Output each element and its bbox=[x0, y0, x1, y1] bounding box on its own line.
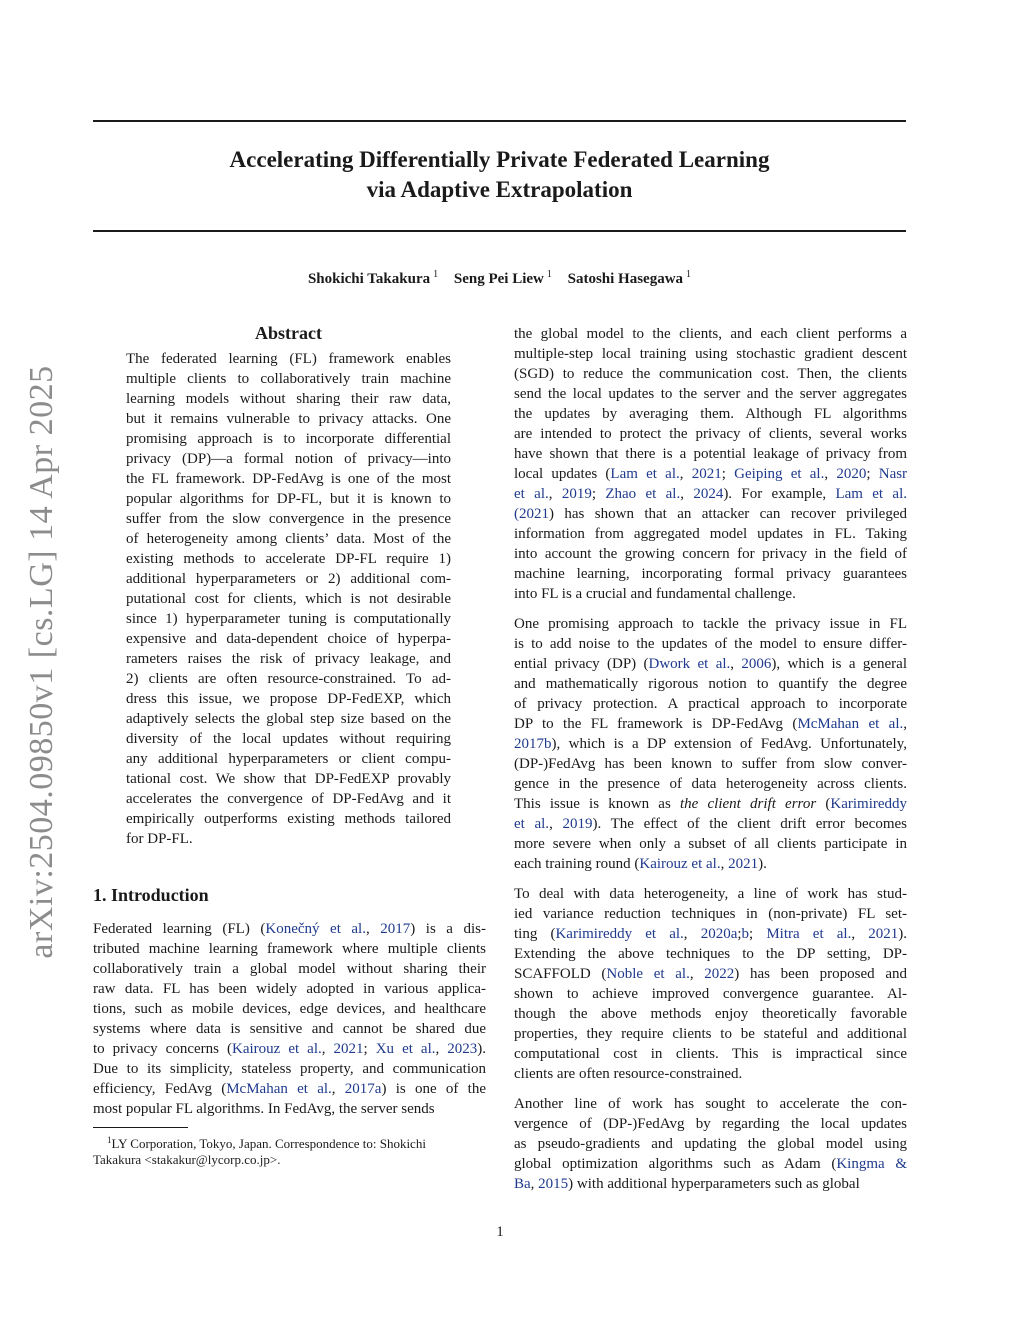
text-run: shown to achieve improved convergence guarantee. Al- bbox=[514, 986, 907, 1002]
text-run: global optimization algorithms such as Adam ( bbox=[514, 1156, 837, 1172]
text-run: efficiency, FedAvg ( bbox=[93, 1081, 227, 1097]
citation-link[interactable]: Zhao et al. bbox=[605, 486, 681, 502]
text-run: (SGD) to reduce the communication cost. Then, the clients bbox=[514, 366, 907, 382]
text-run: Another line of work has sought to accelerate the con- bbox=[514, 1096, 907, 1112]
text-line bbox=[126, 389, 451, 409]
text-line bbox=[93, 1131, 486, 1150]
text-run: privacy (DP)—a formal notion of privacy—into bbox=[126, 451, 451, 467]
text-run: To deal with data heterogeneity, a line of work has stud- bbox=[514, 886, 907, 902]
text-line bbox=[126, 649, 451, 669]
text-run: LY Corporation, Tokyo, Japan. Correspondence to: Shokichi bbox=[111, 1136, 426, 1151]
citation-link[interactable]: 2021 bbox=[868, 926, 899, 942]
text-run: rameters raises the risk of privacy leakage, and bbox=[126, 651, 451, 667]
text-line bbox=[126, 569, 451, 589]
text-run: ). bbox=[758, 856, 767, 872]
text-line bbox=[514, 904, 907, 924]
text-line bbox=[514, 404, 907, 424]
abstract-heading: Abstract bbox=[255, 323, 322, 343]
citation-link[interactable]: 2017 bbox=[380, 921, 411, 937]
citation-link[interactable]: Dwork et al. bbox=[648, 656, 731, 672]
text-line bbox=[514, 424, 907, 444]
text-run: as pseudo-gradients and updating the global model using bbox=[514, 1136, 907, 1152]
text-run: any additional hyperparameters or client compu- bbox=[126, 751, 451, 767]
text-run: , bbox=[365, 921, 381, 937]
footnote-rule bbox=[93, 1127, 188, 1128]
citation-link[interactable]: McMahan et al. bbox=[226, 1081, 332, 1097]
text-run: properties, they require clients to be stateful and additional bbox=[514, 1026, 907, 1042]
text-run: ential privacy (DP) ( bbox=[514, 656, 649, 672]
citation-link[interactable]: et al. bbox=[514, 486, 549, 502]
text-line bbox=[126, 609, 451, 629]
text-run: each training round ( bbox=[514, 856, 640, 872]
text-run: gence in the presence of data heterogeneity across clients. bbox=[514, 776, 907, 792]
text-run: ; bbox=[737, 926, 742, 942]
text-line bbox=[93, 979, 486, 999]
text-run: , bbox=[680, 486, 694, 502]
text-line bbox=[514, 564, 907, 584]
arxiv-identifier-stamp: arXiv:2504.09850v1 [cs.LG] 14 Apr 2025 bbox=[23, 365, 60, 959]
text-run: the global model to the clients, and each client performs a bbox=[514, 326, 907, 342]
text-line bbox=[126, 409, 451, 429]
text-line bbox=[514, 544, 907, 564]
text-line bbox=[126, 769, 451, 789]
text-run: , bbox=[549, 816, 563, 832]
text-line bbox=[514, 794, 907, 814]
text-line bbox=[514, 324, 907, 344]
citation-link[interactable]: McMahan et al. bbox=[797, 716, 904, 732]
text-line bbox=[514, 834, 907, 854]
text-line bbox=[514, 924, 907, 944]
citation-link[interactable]: ( bbox=[514, 506, 519, 522]
text-line bbox=[93, 939, 486, 959]
text-run: popular algorithms for DP-FL, but it is known to bbox=[126, 491, 451, 507]
citation-link[interactable]: 2024 bbox=[693, 486, 724, 502]
text-line bbox=[93, 1039, 486, 1059]
citation-link[interactable]: Konečný et al. bbox=[265, 921, 366, 937]
text-line bbox=[514, 364, 907, 384]
text-run: This issue is known as bbox=[514, 796, 680, 812]
text-run: putational cost for clients, which is not desirable bbox=[126, 591, 451, 607]
text-run: into account the growing concern for privacy in the field of bbox=[514, 546, 907, 562]
text-run: , bbox=[548, 486, 562, 502]
footnote-marker: 1 bbox=[107, 1135, 112, 1145]
citation-link[interactable]: Mitra et al. bbox=[766, 926, 852, 942]
text-run: , bbox=[530, 1176, 539, 1192]
text-line bbox=[514, 1024, 907, 1044]
author: Seng Pei Liew $^1$ bbox=[453, 269, 552, 287]
paragraph-gap bbox=[514, 604, 907, 614]
text-run: SCAFFOLD ( bbox=[514, 966, 607, 982]
text-line bbox=[514, 1094, 907, 1114]
citation-link[interactable]: 2020a bbox=[700, 926, 738, 942]
text-run: of heterogeneity among clients’ data. Most of the bbox=[126, 531, 451, 547]
text-line bbox=[514, 984, 907, 1004]
text-run: for DP-FL. bbox=[126, 831, 193, 847]
text-line bbox=[514, 774, 907, 794]
text-run: systems where data is sensitive and cannot be shared due bbox=[93, 1021, 486, 1037]
text-run: suffer from the slow convergence in the presence bbox=[126, 511, 451, 527]
text-line bbox=[514, 464, 907, 484]
footnote bbox=[93, 1131, 486, 1169]
text-run: , bbox=[435, 1041, 448, 1057]
text-run: ). The effect of the client drift error becomes bbox=[592, 816, 907, 832]
text-run: existing methods to accelerate DP-FL require 1) bbox=[126, 551, 451, 567]
author-list bbox=[93, 265, 906, 289]
text-line bbox=[514, 1154, 907, 1174]
text-run: One promising approach to tackle the privacy issue in FL bbox=[514, 616, 907, 632]
text-run: to privacy concerns ( bbox=[93, 1041, 232, 1057]
text-line bbox=[126, 709, 451, 729]
citation-link[interactable]: Lam et al. bbox=[610, 466, 680, 482]
text-line bbox=[514, 614, 907, 634]
text-run: multiple-step local training using stochastic gradient descent bbox=[514, 346, 907, 362]
citation-link[interactable]: 2020 bbox=[836, 466, 867, 482]
text-run: Federated learning (FL) ( bbox=[93, 921, 266, 937]
text-run: empirically outperforms existing methods tailored bbox=[126, 811, 451, 827]
text-line bbox=[514, 444, 907, 464]
citation-link[interactable]: 2017a bbox=[344, 1081, 382, 1097]
text-run: ied variance reduction techniques in (non-private) FL set- bbox=[514, 906, 907, 922]
text-line bbox=[126, 369, 451, 389]
introduction-text-right bbox=[514, 324, 907, 1194]
text-run: most popular FL algorithms. In FedAvg, the server sends bbox=[93, 1101, 435, 1117]
text-run: collaboratively train a global model without sharing their bbox=[93, 961, 486, 977]
paragraph-gap bbox=[514, 1084, 907, 1094]
citation-link[interactable]: 2015 bbox=[538, 1176, 569, 1192]
text-run: (DP-)FedAvg has been known to suffer from slow conver- bbox=[514, 756, 907, 772]
text-line bbox=[514, 694, 907, 714]
text-line bbox=[514, 714, 907, 734]
text-run: ), which is a DP extension of FedAvg. Unfortunately, bbox=[551, 736, 907, 752]
text-run: tational cost. We show that DP-FedEXP provably bbox=[126, 771, 451, 787]
citation-link[interactable]: Geiping et al. bbox=[734, 466, 825, 482]
text-run: ). bbox=[898, 926, 907, 942]
text-line bbox=[93, 999, 486, 1019]
page-number: 1 bbox=[496, 1224, 504, 1240]
text-line bbox=[514, 1134, 907, 1154]
text-line bbox=[93, 959, 486, 979]
text-run: , bbox=[331, 1081, 345, 1097]
text-run: ) is a dis- bbox=[410, 921, 486, 937]
text-line bbox=[93, 1150, 486, 1169]
text-line bbox=[514, 674, 907, 694]
citation-link[interactable]: 2021 bbox=[519, 506, 549, 522]
text-run: , bbox=[679, 466, 692, 482]
citation-link[interactable]: Karimireddy et al. bbox=[555, 926, 684, 942]
title-rule-bottom bbox=[93, 230, 906, 232]
text-run: tributed machine learning framework where multiple clients bbox=[93, 941, 486, 957]
text-line bbox=[126, 449, 451, 469]
text-run: The federated learning (FL) framework enables bbox=[126, 351, 451, 367]
text-run: learning models without sharing their raw data, bbox=[126, 391, 451, 407]
text-line bbox=[93, 1099, 486, 1119]
citation-link[interactable]: Kingma & bbox=[836, 1156, 907, 1172]
text-run: 2) clients are often resource-constrained. To ad- bbox=[126, 671, 451, 687]
author: Satoshi Hasegawa $^1$ bbox=[567, 269, 692, 287]
text-line bbox=[93, 1079, 486, 1099]
text-line bbox=[514, 884, 907, 904]
citation-link[interactable]: Xu et al. bbox=[375, 1041, 436, 1057]
text-run: send the local updates to the server and the server aggregates bbox=[514, 386, 907, 402]
text-line bbox=[126, 429, 451, 449]
text-line bbox=[126, 509, 451, 529]
text-run: have shown that there is a potential leakage of privacy from bbox=[514, 446, 907, 462]
text-run: is to add noise to the updates of the model to ensure differ- bbox=[514, 636, 907, 652]
text-line bbox=[514, 814, 907, 834]
text-run: adaptively selects the global step size based on the bbox=[126, 711, 451, 727]
text-run: , bbox=[689, 966, 705, 982]
text-line bbox=[126, 589, 451, 609]
abstract-text bbox=[126, 349, 451, 849]
text-run: accelerates the convergence of DP-FedAvg and it bbox=[126, 791, 451, 807]
text-line bbox=[126, 549, 451, 569]
text-run: into FL is a crucial and fundamental challenge. bbox=[514, 586, 796, 602]
text-line bbox=[93, 1059, 486, 1079]
text-run: dress this issue, we propose DP-FedEXP, which bbox=[126, 691, 451, 707]
text-run: raw data. FL has been widely adopted in various applica- bbox=[93, 981, 486, 997]
introduction-text-left bbox=[93, 919, 486, 1119]
text-line bbox=[126, 729, 451, 749]
citation-link[interactable]: Lam et al. bbox=[835, 486, 908, 502]
text-run: additional hyperparameters or 2) additional com- bbox=[126, 571, 451, 587]
text-run: though the above methods enjoy theoretically favorable bbox=[514, 1006, 907, 1022]
text-run: information from aggregated model updates in FL. Taking bbox=[514, 526, 907, 542]
text-run: DP to the FL framework is DP-FedAvg ( bbox=[514, 716, 798, 732]
text-run: of privacy protection. A practical approach to incorporate bbox=[514, 696, 907, 712]
text-run: ; bbox=[866, 466, 879, 482]
text-line bbox=[514, 344, 907, 364]
author: Shokichi Takakura $^1$ bbox=[307, 269, 439, 287]
text-run: ting ( bbox=[514, 926, 556, 942]
text-line bbox=[514, 944, 907, 964]
citation-link[interactable]: 2006 bbox=[741, 656, 772, 672]
text-line bbox=[126, 529, 451, 549]
text-line bbox=[126, 689, 451, 709]
text-run: and mathematically rigorous notion to quantify the degree bbox=[514, 676, 907, 692]
citation-link[interactable]: 2021 bbox=[728, 856, 759, 872]
text-run: , bbox=[903, 716, 907, 732]
citation-link[interactable]: 2019 bbox=[562, 816, 593, 832]
paragraph-gap bbox=[514, 874, 907, 884]
text-line bbox=[514, 484, 907, 504]
text-line bbox=[514, 1044, 907, 1064]
section-heading-introduction: 1. Introduction bbox=[93, 885, 209, 905]
title-rule-top bbox=[93, 120, 906, 122]
paper-title-line-1: Accelerating Differentially Private Federated Learning bbox=[229, 147, 770, 172]
text-line bbox=[514, 584, 907, 604]
text-line bbox=[514, 1064, 907, 1084]
text-run: are intended to protect the privacy of clients, several works bbox=[514, 426, 907, 442]
text-line bbox=[514, 1114, 907, 1134]
text-run: local updates ( bbox=[514, 466, 611, 482]
text-line bbox=[126, 809, 451, 829]
text-run: , bbox=[720, 856, 729, 872]
text-line bbox=[126, 629, 451, 649]
text-run: tions, such as mobile devices, edge devices, and healthcare bbox=[93, 1001, 486, 1017]
text-run: , bbox=[851, 926, 869, 942]
citation-link[interactable]: 2019 bbox=[561, 486, 592, 502]
citation-link[interactable]: b bbox=[741, 926, 750, 942]
text-line bbox=[126, 829, 451, 849]
citation-link[interactable]: 2021 bbox=[333, 1041, 364, 1057]
text-line bbox=[514, 504, 907, 524]
text-line bbox=[126, 489, 451, 509]
text-run: Takakura <stakakur@lycorp.co.jp>. bbox=[93, 1152, 281, 1167]
text-run: , bbox=[730, 656, 742, 672]
text-run: diversity of the local updates without requiring bbox=[126, 731, 451, 747]
paper-title-line-2: via Adaptive Extrapolation bbox=[366, 177, 633, 202]
emphasized-text: the client drift error bbox=[679, 796, 817, 812]
text-run: more severe when only a subset of all clients participate in bbox=[514, 836, 907, 852]
text-run: , bbox=[321, 1041, 334, 1057]
text-run: ) has been proposed and bbox=[734, 966, 908, 982]
text-line bbox=[126, 749, 451, 769]
citation-link[interactable]: Karimireddy bbox=[830, 796, 908, 812]
text-run: Due to its simplicity, stateless property, and communication bbox=[93, 1061, 486, 1077]
text-run: , bbox=[683, 926, 701, 942]
text-run: but it remains vulnerable to privacy attacks. One bbox=[126, 411, 451, 427]
text-run: ; bbox=[363, 1041, 376, 1057]
citation-link[interactable]: 2021 bbox=[691, 466, 722, 482]
text-run: computational cost in clients. This is impractical since bbox=[514, 1046, 907, 1062]
text-line bbox=[514, 1004, 907, 1024]
text-line bbox=[514, 384, 907, 404]
text-line bbox=[514, 964, 907, 984]
citation-link[interactable]: 2017b bbox=[514, 736, 552, 752]
text-line bbox=[126, 789, 451, 809]
text-run: the updates by averaging them. Although FL algorithms bbox=[514, 406, 907, 422]
citation-link[interactable]: Noble et al. bbox=[606, 966, 690, 982]
text-run: ) has shown that an attacker can recover privileged bbox=[549, 506, 907, 522]
text-run: vergence of (DP-)FedAvg by regarding the local updates bbox=[514, 1116, 907, 1132]
text-run: ) with additional hyperparameters such as global bbox=[568, 1176, 860, 1192]
text-line bbox=[514, 634, 907, 654]
text-line bbox=[514, 734, 907, 754]
citation-link[interactable]: Kairouz et al. bbox=[639, 856, 721, 872]
citation-link[interactable]: Nasr bbox=[878, 466, 908, 482]
citation-link[interactable]: 2023 bbox=[447, 1041, 478, 1057]
text-run: ). bbox=[477, 1041, 487, 1057]
text-run: promising approach is to incorporate differential bbox=[126, 431, 451, 447]
text-line bbox=[514, 854, 907, 874]
text-run: machine learning, incorporating formal privacy guarantees bbox=[514, 566, 907, 582]
text-line bbox=[126, 349, 451, 369]
text-run: ), which is a general bbox=[771, 656, 907, 672]
text-run: expensive and data-dependent choice of hyperpa- bbox=[126, 631, 451, 647]
text-line bbox=[93, 1019, 486, 1039]
text-run: , bbox=[824, 466, 837, 482]
text-run: ; bbox=[591, 486, 606, 502]
citation-link[interactable]: et al. bbox=[514, 816, 550, 832]
text-line bbox=[126, 669, 451, 689]
text-line bbox=[514, 524, 907, 544]
text-run: ) is one of the bbox=[381, 1081, 486, 1097]
text-line bbox=[514, 1174, 907, 1194]
text-run: multiple clients to collaboratively train machine bbox=[126, 371, 451, 387]
text-run: ). For example, bbox=[723, 486, 836, 502]
citation-link[interactable]: Kairouz et al. bbox=[232, 1041, 322, 1057]
text-run: since 1) hyperparameter tuning is computationally bbox=[126, 611, 451, 627]
text-run: ; bbox=[749, 926, 767, 942]
citation-link[interactable]: 2022 bbox=[704, 966, 735, 982]
text-run: ; bbox=[721, 466, 735, 482]
text-run: ( bbox=[816, 796, 831, 812]
text-run: clients are often resource-constrained. bbox=[514, 1066, 743, 1082]
text-line bbox=[514, 754, 907, 774]
text-run: the FL framework. DP-FedAvg is one of the most bbox=[126, 471, 451, 487]
citation-link[interactable]: Ba bbox=[514, 1176, 531, 1192]
text-line bbox=[93, 919, 486, 939]
text-run: Extending the above techniques to the DP setting, DP- bbox=[514, 946, 907, 962]
text-line bbox=[514, 654, 907, 674]
text-line bbox=[126, 469, 451, 489]
